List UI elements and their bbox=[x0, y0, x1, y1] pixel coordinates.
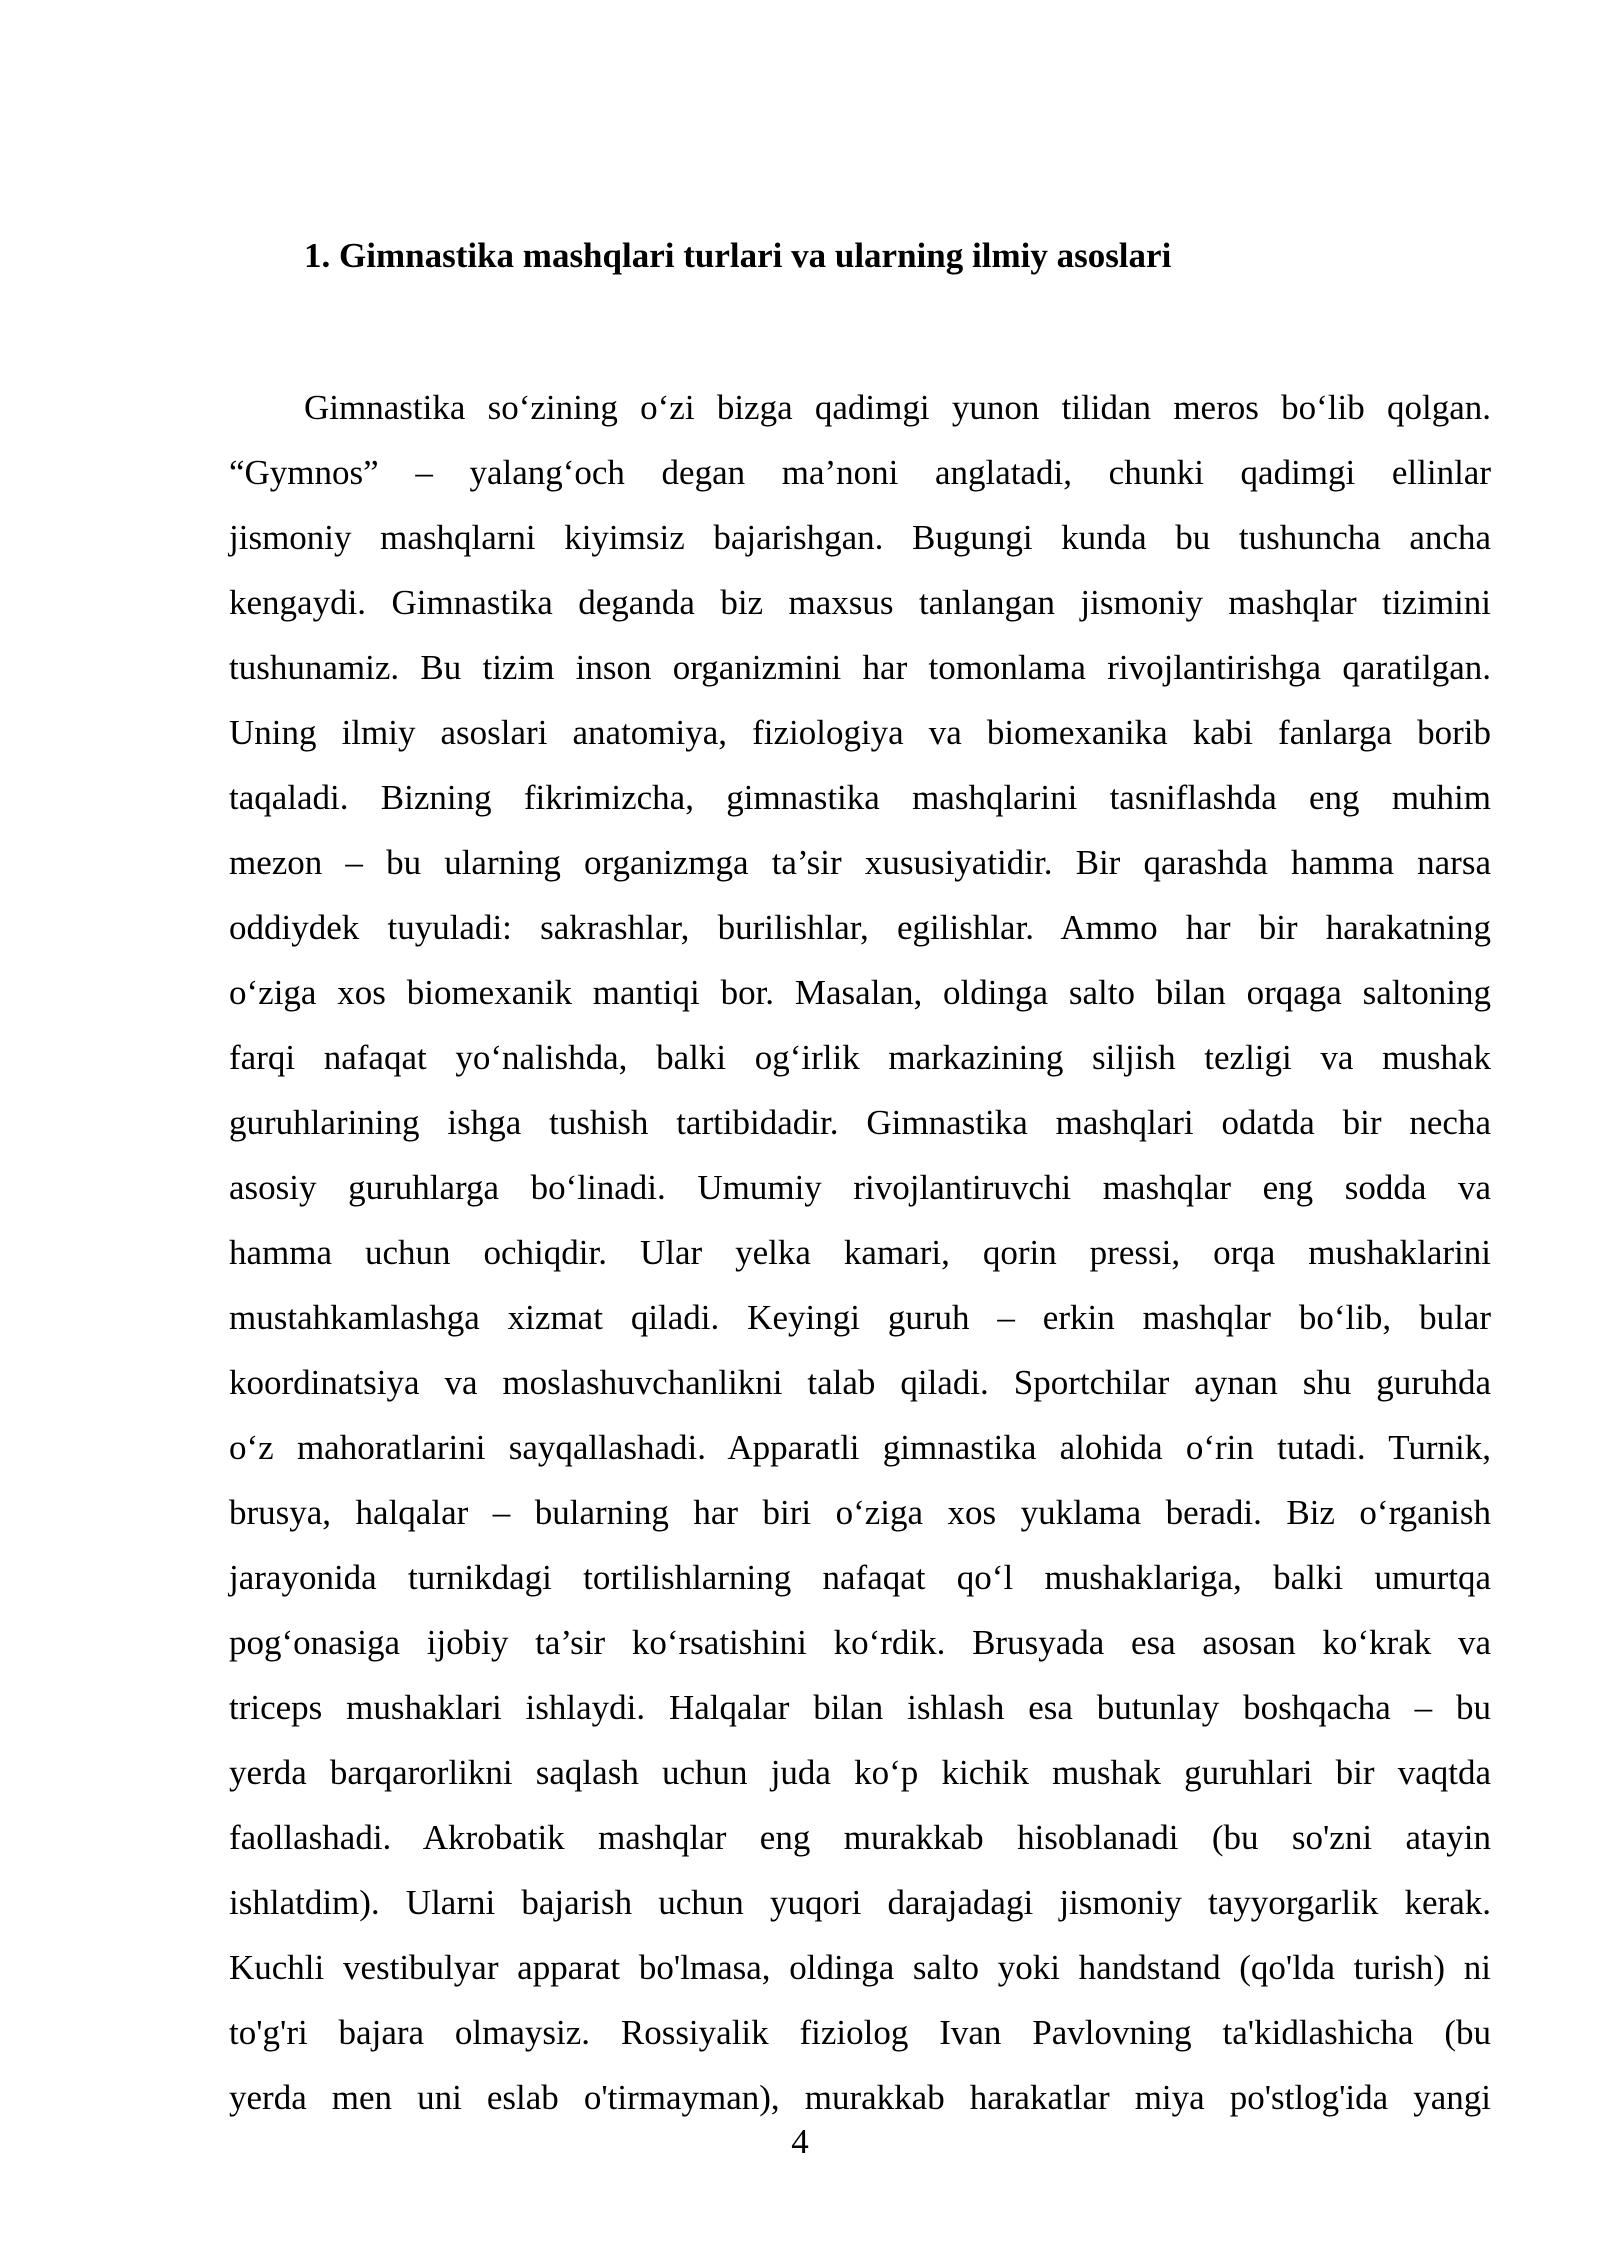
paragraph-line: o‘ziga xos biomexanik mantiqi bor. Masalan, oldinga salto bilan orqaga saltoning bbox=[229, 973, 1491, 1012]
paragraph-line: kengaydi. Gimnastika deganda biz maxsus tanlangan jismoniy mashqlar tizimini bbox=[229, 583, 1491, 622]
paragraph-line: ishlatdim). Ularni bajarish uchun yuqori darajadagi jismoniy tayyorgarlik kerak. bbox=[229, 1883, 1491, 1922]
paragraph-line: koordinatsiya va moslashuvchanlikni talab qiladi. Sportchilar aynan shu guruhda bbox=[229, 1363, 1491, 1402]
paragraph-line: faollashadi. Akrobatik mashqlar eng murakkab hisoblanadi (bu so'zni atayin bbox=[229, 1818, 1491, 1857]
paragraph-line: o‘z mahoratlarini sayqallashadi. Apparatli gimnastika alohida o‘rin tutadi. Turnik, bbox=[229, 1428, 1491, 1467]
paragraph-line: guruhlarining ishga tushish tartibidadir. Gimnastika mashqlari odatda bir necha bbox=[229, 1103, 1491, 1142]
paragraph-line: tushunamiz. Bu tizim inson organizmini har tomonlama rivojlantirishga qaratilgan. bbox=[229, 648, 1491, 687]
paragraph-line: “Gymnos” – yalang‘och degan ma’noni anglatadi, chunki qadimgi ellinlar bbox=[229, 453, 1491, 492]
paragraph-line: yerda barqarorlikni saqlash uchun juda ko‘p kichik mushak guruhlari bir vaqtda bbox=[229, 1753, 1491, 1792]
paragraph-line: taqaladi. Bizning fikrimizcha, gimnastika mashqlarini tasniflashda eng muhim bbox=[229, 778, 1491, 817]
paragraph-line: farqi nafaqat yo‘nalishda, balki og‘irlik markazining siljish tezligi va mushak bbox=[229, 1038, 1491, 1077]
paragraph-line: Uning ilmiy asoslari anatomiya, fiziologiya va biomexanika kabi fanlarga borib bbox=[229, 713, 1491, 752]
paragraph-line: Gimnastika so‘zining o‘zi bizga qadimgi yunon tilidan meros bo‘lib qolgan. bbox=[304, 388, 1491, 427]
paragraph-line: jarayonida turnikdagi tortilishlarning nafaqat qo‘l mushaklariga, balki umurtqa bbox=[229, 1558, 1491, 1597]
paragraph-line: oddiydek tuyuladi: sakrashlar, burilishlar, egilishlar. Ammo har bir harakatning bbox=[229, 908, 1491, 947]
paragraph-line: brusya, halqalar – bularning har biri o‘ziga xos yuklama beradi. Biz o‘rganish bbox=[229, 1493, 1491, 1532]
paragraph-line: hamma uchun ochiqdir. Ular yelka kamari, qorin pressi, orqa mushaklarini bbox=[229, 1233, 1491, 1272]
paragraph-line: jismoniy mashqlarni kiyimsiz bajarishgan. Bugungi kunda bu tushuncha ancha bbox=[229, 518, 1491, 557]
paragraph-line: mezon – bu ularning organizmga ta’sir xususiyatidir. Bir qarashda hamma narsa bbox=[229, 843, 1491, 882]
paragraph-line: to'g'ri bajara olmaysiz. Rossiyalik fiziolog Ivan Pavlovning ta'kidlashicha (bu bbox=[229, 2013, 1491, 2052]
body-paragraph bbox=[229, 375, 1491, 2130]
page-number: 4 bbox=[791, 2122, 809, 2161]
paragraph-line: asosiy guruhlarga bo‘linadi. Umumiy rivojlantiruvchi mashqlar eng sodda va bbox=[229, 1168, 1491, 1207]
paragraph-line: pog‘onasiga ijobiy ta’sir ko‘rsatishini ko‘rdik. Brusyada esa asosan ko‘krak va bbox=[229, 1623, 1491, 1662]
paragraph-line: yerda men uni eslab o'tirmayman), murakkab harakatlar miya po'stlog'ida yangi bbox=[229, 2078, 1491, 2117]
paragraph-line: mustahkamlashga xizmat qiladi. Keyingi guruh – erkin mashqlar bo‘lib, bular bbox=[229, 1298, 1491, 1337]
paragraph-line: triceps mushaklari ishlaydi. Halqalar bilan ishlash esa butunlay boshqacha – bu bbox=[229, 1688, 1491, 1727]
paragraph-line: Kuchli vestibulyar apparat bo'lmasa, oldinga salto yoki handstand (qo'lda turish) ni bbox=[229, 1948, 1491, 1987]
section-heading: 1. Gimnastika mashqlari turlari va ularning ilmiy asoslari bbox=[304, 236, 1172, 275]
